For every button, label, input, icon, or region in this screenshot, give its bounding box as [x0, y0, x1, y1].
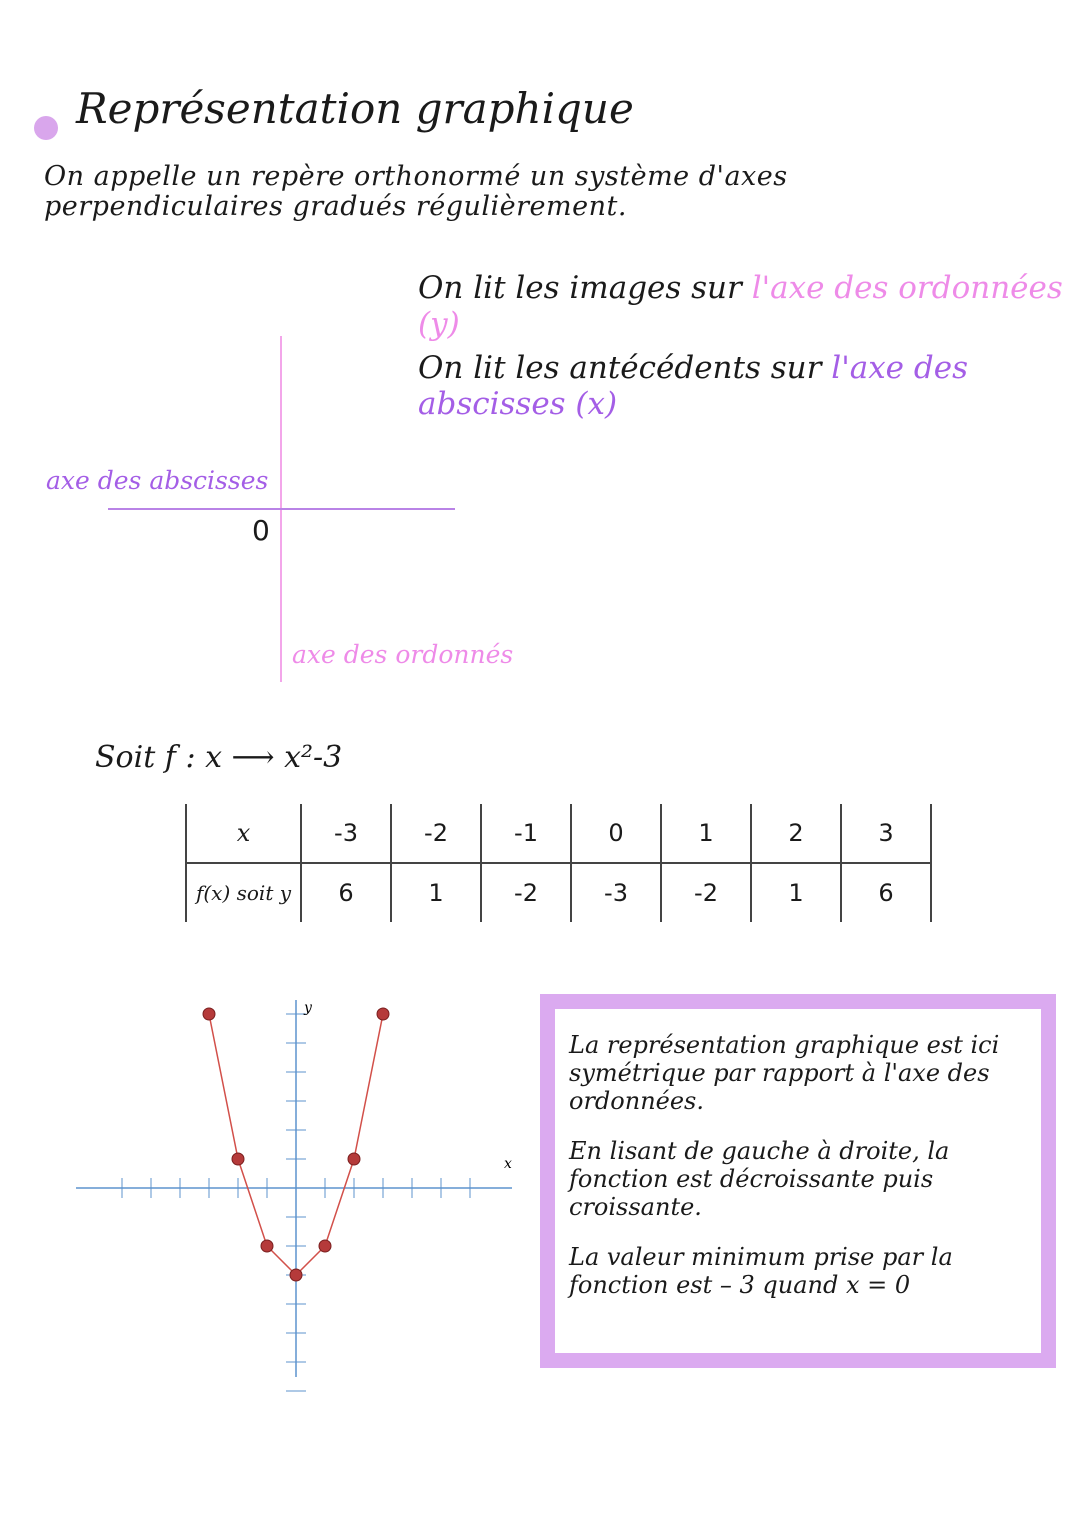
abscissa-label: axe des abscisses [46, 466, 269, 495]
table-cell-x: -2 [391, 804, 481, 863]
ordinate-label: axe des ordonnés [292, 640, 514, 669]
reading-antecedents-prefix: On lit les antécédents sur [418, 350, 832, 386]
table-cell-x: -1 [481, 804, 571, 863]
data-point [348, 1153, 360, 1165]
table-cell-x: 1 [661, 804, 751, 863]
table-cell-x: 3 [841, 804, 931, 863]
table-cell-x: -3 [301, 804, 391, 863]
y-axis-label: y [304, 1000, 312, 1016]
table-cell-y: 1 [751, 863, 841, 922]
data-point [203, 1008, 215, 1020]
table-cell-y: 6 [841, 863, 931, 922]
page-title: Représentation graphique [76, 84, 634, 133]
table-cell-y: -2 [661, 863, 751, 922]
table-cell-y: 1 [391, 863, 481, 922]
note-symmetry: La représentation graphique est ici symétrique par rapport à l'axe des ordonnées. [569, 1031, 1000, 1115]
reading-images-prefix: On lit les images sur [418, 270, 752, 306]
x-axis-label: x [504, 1156, 512, 1172]
data-point [261, 1240, 273, 1252]
table-cell-x: 0 [571, 804, 661, 863]
table-cell-y: 6 [301, 863, 391, 922]
note-minimum: La valeur minimum prise par la fonction est – 3 quand x = 0 [569, 1243, 953, 1299]
table-cell-y: -2 [481, 863, 571, 922]
table-header-x: x [186, 804, 301, 863]
reading-antecedents-axis: l'axe des abscisses (x) [418, 350, 968, 422]
note-variation: En lisant de gauche à droite, la fonction est décroissante puis croissante. [569, 1137, 950, 1221]
table-cell-y: -3 [571, 863, 661, 922]
intro-text: On appelle un repère orthonormé un système d'axes perpendiculaires gradués régulièrement. [44, 161, 788, 222]
notes-box [540, 994, 1056, 1368]
table-header-y: f(x) soit y [186, 863, 301, 922]
origin-label: 0 [252, 514, 270, 547]
data-point [319, 1240, 331, 1252]
data-point [290, 1269, 302, 1281]
data-point [377, 1008, 389, 1020]
reading-images-axis: l'axe des ordonnées (y) [418, 270, 1063, 342]
function-definition: Soit f : x ⟶ x²-3 [95, 740, 343, 775]
table-cell-x: 2 [751, 804, 841, 863]
data-point [232, 1153, 244, 1165]
